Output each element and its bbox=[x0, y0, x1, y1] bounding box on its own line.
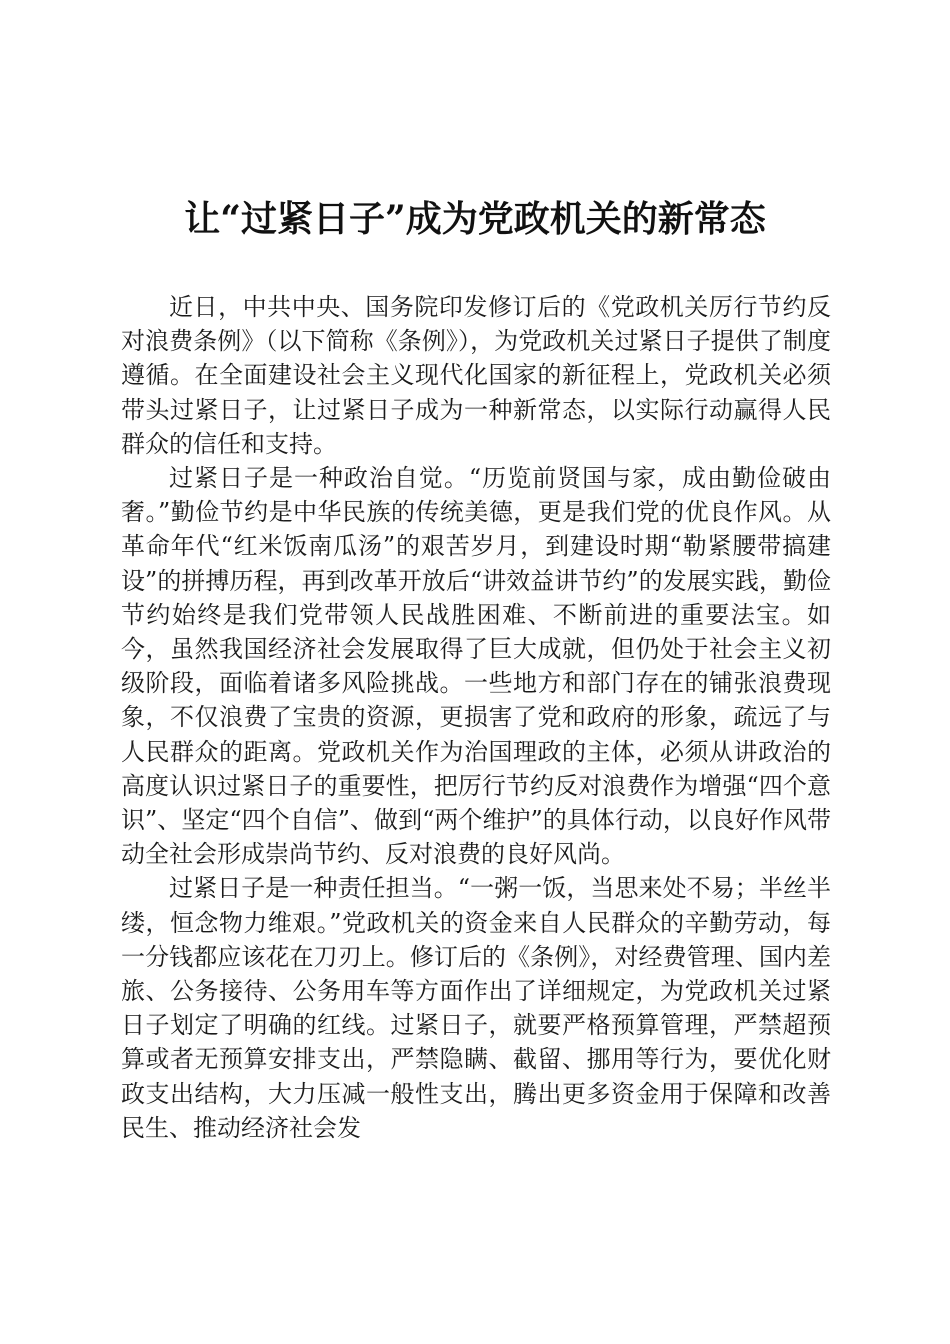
paragraph-intro: 近日，中共中央、国务院印发修订后的《党政机关厉行节约反对浪费条例》（以下简称《条例》），为党政机关过紧日子提供了制度遵循。在全面建设社会主义现代化国家的新征程上，党政机关必须带头过紧日子，让过紧日子成为一种新常态，以实际行动赢得人民群众的信任和支持。 bbox=[121, 293, 831, 458]
document-title: 让“过紧日子”成为党政机关的新常态 bbox=[184, 198, 766, 240]
paragraph-responsibility: 过紧日子是一种责任担当。“一粥一饭，当思来处不易；半丝半缕，恒念物力维艰。”党政机关的资金来自人民群众的辛勤劳动，每一分钱都应该花在刀刃上。修订后的《条例》，对经费管理、国内差旅、公务接待、公务用车等方面作出了详细规定，为党政机关过紧日子划定了明确的红线。过紧日子，就要严格预算管理，严禁超预算或者无预算安排支出，严禁隐瞒、截留、挪用等行为，要优化财政支出结构，大力压减一般性支出，腾出更多资金用于保障和改善民生、推动经济社会发 bbox=[121, 874, 831, 1142]
document-body bbox=[121, 290, 831, 1145]
paragraph-political-awareness: 过紧日子是一种政治自觉。“历览前贤国与家，成由勤俭破由奢。”勤俭节约是中华民族的传统美德，更是我们党的优良作风。从革命年代“红米饭南瓜汤”的艰苦岁月，到建设时期“勒紧腰带搞建设”的拼搏历程，再到改革开放后“讲效益讲节约”的发展实践，勤俭节约始终是我们党带领人民战胜困难、不断前进的重要法宝。如今，虽然我国经济社会发展取得了巨大成就，但仍处于社会主义初级阶段，面临着诸多风险挑战。一些地方和部门存在的铺张浪费现象，不仅浪费了宝贵的资源，更损害了党和政府的形象，疏远了与人民群众的距离。党政机关作为治国理政的主体，必须从讲政治的高度认识过紧日子的重要性，把厉行节约反对浪费作为增强“四个意识”、坚定“四个自信”、做到“两个维护”的具体行动，以良好作风带动全社会形成崇尚节约、反对浪费的良好风尚。 bbox=[121, 464, 831, 869]
